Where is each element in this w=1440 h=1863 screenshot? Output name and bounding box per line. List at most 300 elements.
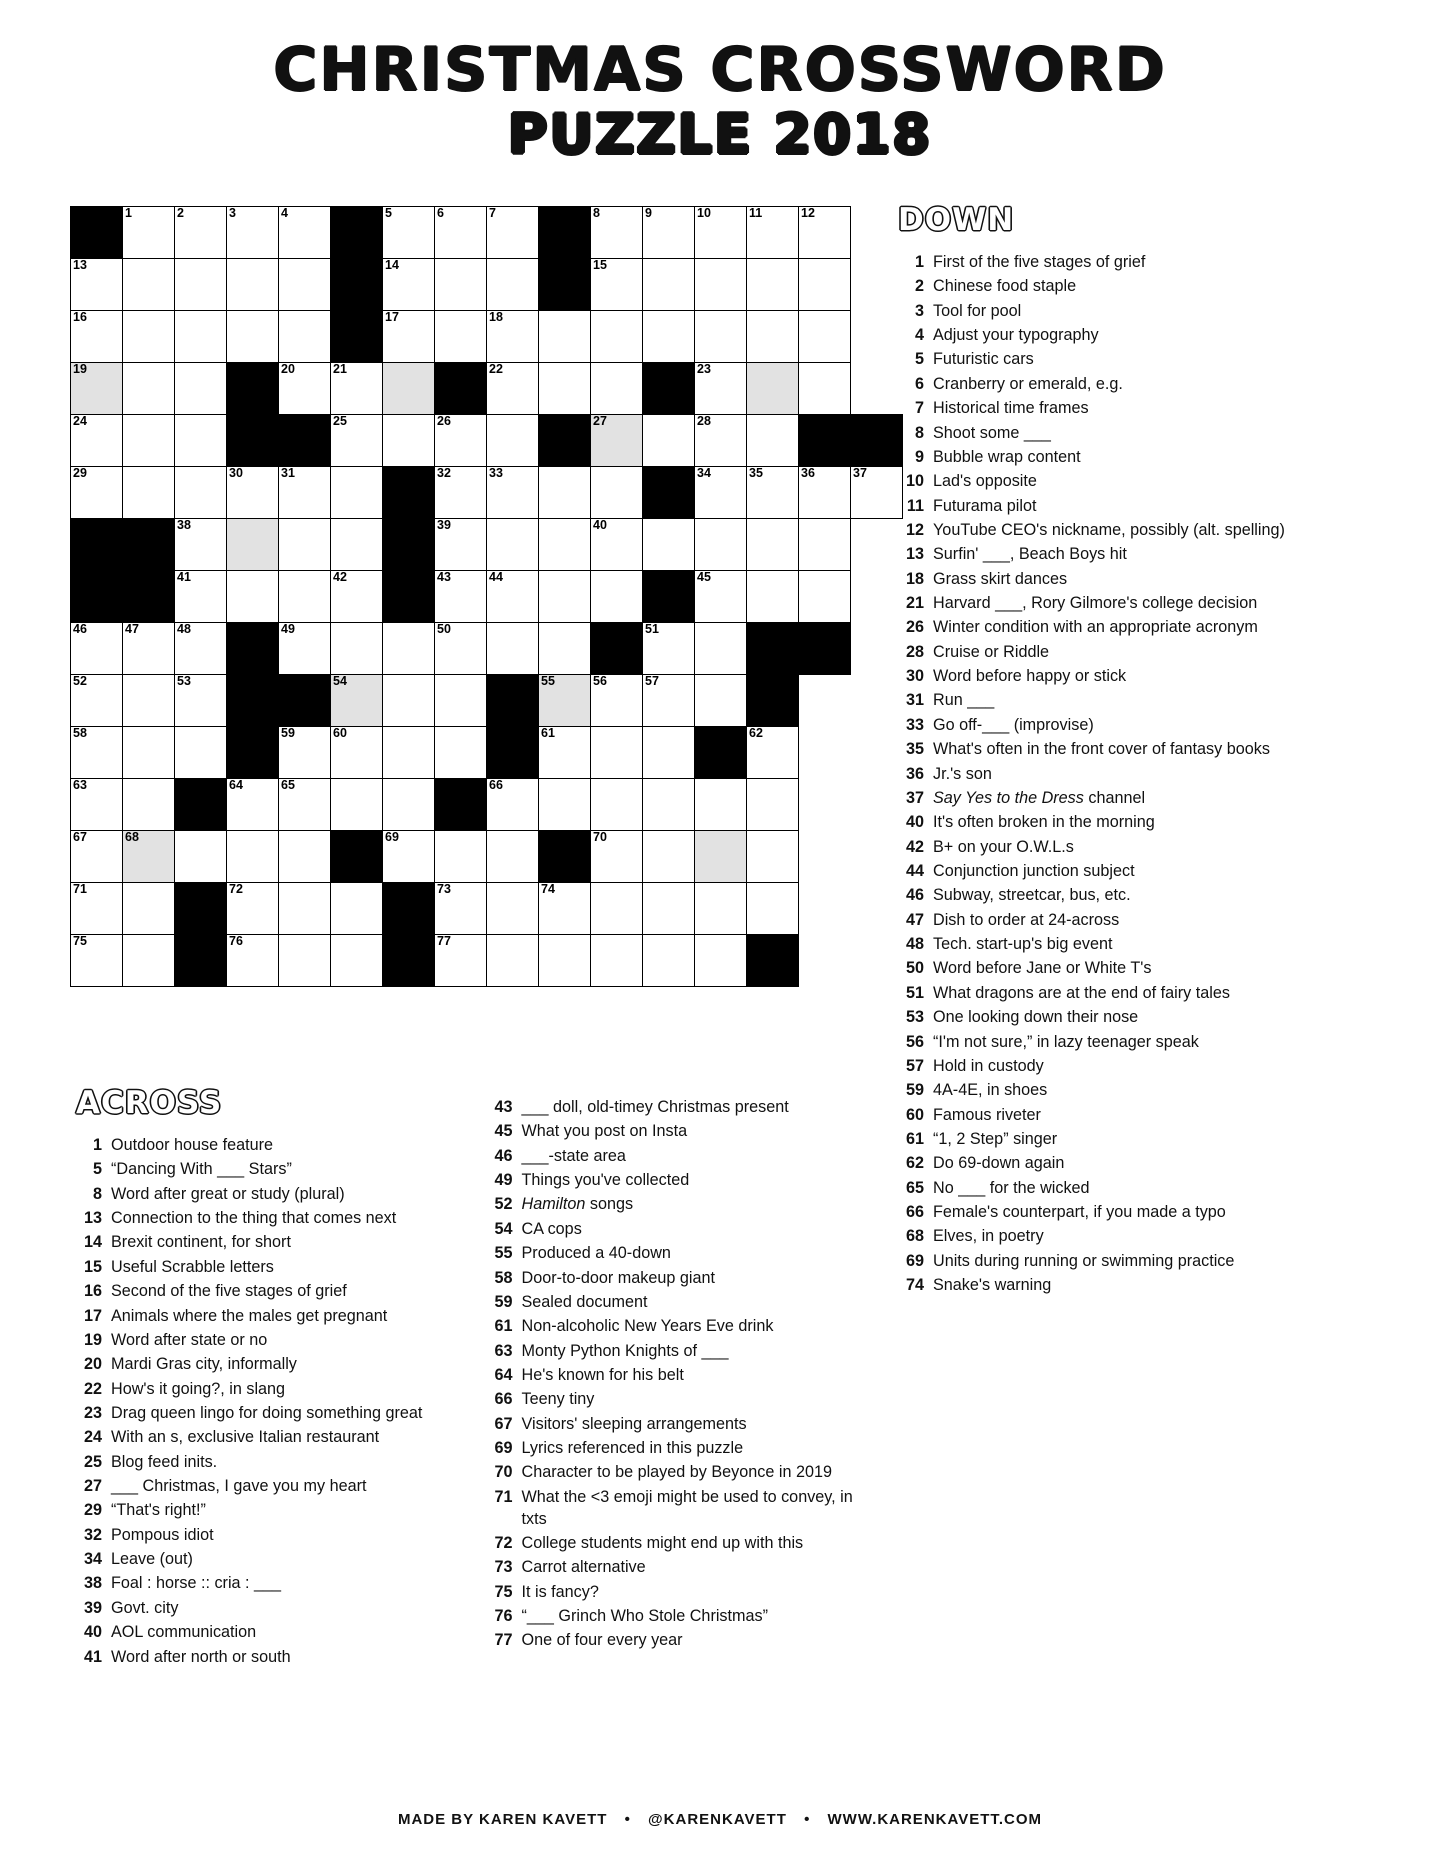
clue-item[interactable] bbox=[76, 1208, 461, 1230]
clue-item[interactable] bbox=[898, 788, 1358, 810]
grid-cell[interactable] bbox=[383, 779, 435, 831]
grid-cell[interactable] bbox=[487, 935, 539, 987]
grid-cell[interactable] bbox=[747, 467, 799, 519]
grid-cell[interactable] bbox=[123, 623, 175, 675]
grid-cell[interactable] bbox=[487, 467, 539, 519]
clue-item[interactable] bbox=[898, 934, 1358, 956]
clue-item[interactable] bbox=[76, 1379, 461, 1401]
grid-cell[interactable] bbox=[279, 311, 331, 363]
grid-cell[interactable] bbox=[435, 415, 487, 467]
grid-cell[interactable] bbox=[695, 883, 747, 935]
clue-item[interactable] bbox=[898, 398, 1358, 420]
clue-item[interactable] bbox=[76, 1622, 461, 1644]
grid-cell[interactable] bbox=[435, 207, 487, 259]
grid-cell[interactable] bbox=[747, 415, 799, 467]
grid-cell[interactable] bbox=[539, 935, 591, 987]
grid-cell[interactable] bbox=[71, 415, 123, 467]
clue-text: Surfin' ___, Beach Boys hit bbox=[933, 545, 1127, 564]
grid-cell[interactable] bbox=[175, 467, 227, 519]
grid-cell[interactable] bbox=[591, 363, 643, 415]
footer-handle: @KARENKAVETT bbox=[648, 1811, 787, 1828]
clue-number: 58 bbox=[494, 1268, 513, 1287]
clue-item[interactable] bbox=[898, 983, 1358, 1005]
grid-cell[interactable] bbox=[227, 883, 279, 935]
clue-item[interactable] bbox=[898, 1007, 1358, 1029]
grid-cell[interactable] bbox=[331, 519, 383, 571]
clue-item[interactable] bbox=[487, 1365, 877, 1387]
grid-cell[interactable] bbox=[331, 623, 383, 675]
clue-item[interactable] bbox=[898, 885, 1358, 907]
grid-cell[interactable] bbox=[123, 363, 175, 415]
grid-cell[interactable] bbox=[227, 207, 279, 259]
grid-cell[interactable] bbox=[279, 571, 331, 623]
clue-item[interactable] bbox=[487, 1414, 877, 1436]
grid-cell[interactable] bbox=[695, 831, 747, 883]
clue-item[interactable] bbox=[898, 301, 1358, 323]
grid-cell[interactable] bbox=[695, 363, 747, 415]
grid-cell[interactable] bbox=[279, 935, 331, 987]
grid-cell[interactable] bbox=[591, 311, 643, 363]
grid-cell[interactable] bbox=[695, 519, 747, 571]
grid-cell[interactable] bbox=[591, 935, 643, 987]
grid-cell[interactable] bbox=[435, 311, 487, 363]
grid-cell[interactable] bbox=[175, 727, 227, 779]
grid-cell[interactable] bbox=[383, 623, 435, 675]
grid-cell[interactable] bbox=[331, 571, 383, 623]
grid-cell[interactable] bbox=[643, 727, 695, 779]
grid-cell[interactable] bbox=[799, 207, 851, 259]
grid-cell[interactable] bbox=[123, 675, 175, 727]
grid-cell[interactable] bbox=[227, 467, 279, 519]
cell-number: 67 bbox=[73, 830, 87, 844]
clue-item[interactable] bbox=[487, 1462, 877, 1484]
grid-cell[interactable] bbox=[71, 259, 123, 311]
clue-item[interactable] bbox=[898, 764, 1358, 786]
clue-item[interactable] bbox=[898, 349, 1358, 371]
clue-item[interactable] bbox=[76, 1257, 461, 1279]
clue-number: 63 bbox=[494, 1341, 513, 1360]
grid-cell[interactable] bbox=[747, 571, 799, 623]
clue-item[interactable] bbox=[898, 1275, 1358, 1297]
grid-cell[interactable] bbox=[695, 467, 747, 519]
grid-cell[interactable] bbox=[331, 779, 383, 831]
grid-cell[interactable] bbox=[331, 935, 383, 987]
clue-number: 66 bbox=[494, 1390, 513, 1409]
grid-cell[interactable] bbox=[487, 571, 539, 623]
grid-cell-block bbox=[747, 623, 799, 675]
clue-item[interactable] bbox=[487, 1533, 877, 1555]
clue-text: How's it going?, in slang bbox=[111, 1379, 286, 1398]
grid-cell[interactable] bbox=[383, 415, 435, 467]
grid-table[interactable] bbox=[70, 206, 903, 987]
cell-number: 65 bbox=[281, 778, 295, 792]
clue-number: 9 bbox=[914, 447, 924, 466]
grid-cell[interactable] bbox=[435, 883, 487, 935]
grid-cell[interactable] bbox=[487, 259, 539, 311]
grid-cell[interactable] bbox=[435, 935, 487, 987]
cell-number: 59 bbox=[281, 726, 295, 740]
grid-cell[interactable] bbox=[643, 311, 695, 363]
clue-item[interactable] bbox=[76, 1232, 461, 1254]
clue-item[interactable] bbox=[898, 1105, 1358, 1127]
grid-cell[interactable] bbox=[279, 831, 331, 883]
clue-text: Brexit continent, for short bbox=[111, 1233, 291, 1252]
grid-cell[interactable] bbox=[279, 727, 331, 779]
clue-text: Run ___ bbox=[933, 691, 995, 710]
grid-cell[interactable] bbox=[227, 779, 279, 831]
grid-cell[interactable] bbox=[279, 519, 331, 571]
grid-cell[interactable] bbox=[643, 675, 695, 727]
clue-item[interactable] bbox=[76, 1500, 461, 1522]
grid-cell[interactable] bbox=[175, 831, 227, 883]
clue-item[interactable] bbox=[487, 1121, 877, 1143]
grid-cell[interactable] bbox=[643, 259, 695, 311]
clue-item[interactable] bbox=[76, 1354, 461, 1376]
clue-item[interactable] bbox=[487, 1557, 877, 1579]
grid-cell[interactable] bbox=[591, 571, 643, 623]
clue-item[interactable] bbox=[76, 1184, 461, 1206]
clue-item[interactable] bbox=[898, 374, 1358, 396]
grid-cell[interactable] bbox=[175, 207, 227, 259]
grid-cell[interactable] bbox=[383, 675, 435, 727]
clue-item[interactable] bbox=[898, 447, 1358, 469]
clue-item[interactable] bbox=[487, 1219, 877, 1241]
grid-cell[interactable] bbox=[279, 467, 331, 519]
clue-item[interactable] bbox=[76, 1525, 461, 1547]
grid-cell[interactable] bbox=[591, 675, 643, 727]
clue-text: Units during running or swimming practice bbox=[933, 1251, 1235, 1270]
clue-item[interactable] bbox=[898, 666, 1358, 688]
grid-cell[interactable] bbox=[175, 415, 227, 467]
grid-cell[interactable] bbox=[799, 363, 851, 415]
clue-item[interactable] bbox=[898, 276, 1358, 298]
grid-cell[interactable] bbox=[487, 415, 539, 467]
clue-item[interactable] bbox=[898, 739, 1358, 761]
grid-cell[interactable] bbox=[643, 831, 695, 883]
grid-cell[interactable] bbox=[487, 311, 539, 363]
grid-cell[interactable] bbox=[71, 467, 123, 519]
grid-cell[interactable] bbox=[123, 415, 175, 467]
clue-text: Drag queen lingo for doing something great bbox=[111, 1403, 423, 1422]
grid-cell[interactable] bbox=[747, 259, 799, 311]
grid-cell[interactable] bbox=[383, 831, 435, 883]
clue-item[interactable] bbox=[76, 1159, 461, 1181]
grid-cell[interactable] bbox=[539, 311, 591, 363]
grid-cell[interactable] bbox=[123, 935, 175, 987]
grid-cell[interactable] bbox=[643, 623, 695, 675]
clue-item[interactable] bbox=[487, 1146, 877, 1168]
grid-cell[interactable] bbox=[279, 623, 331, 675]
grid-cell[interactable] bbox=[747, 519, 799, 571]
grid-cell[interactable] bbox=[71, 883, 123, 935]
grid-cell[interactable] bbox=[695, 259, 747, 311]
clue-item[interactable] bbox=[487, 1389, 877, 1411]
clue-item[interactable] bbox=[898, 837, 1358, 859]
grid-cell[interactable] bbox=[695, 311, 747, 363]
grid-cell[interactable] bbox=[123, 467, 175, 519]
grid-cell[interactable] bbox=[175, 311, 227, 363]
clue-item[interactable] bbox=[898, 958, 1358, 980]
clue-item[interactable] bbox=[898, 1178, 1358, 1200]
grid-cell[interactable] bbox=[123, 259, 175, 311]
grid-cell[interactable] bbox=[123, 831, 175, 883]
grid-cell[interactable] bbox=[643, 883, 695, 935]
grid-cell[interactable] bbox=[851, 467, 903, 519]
grid-cell[interactable] bbox=[279, 259, 331, 311]
grid-cell[interactable] bbox=[695, 779, 747, 831]
clue-item[interactable] bbox=[898, 1032, 1358, 1054]
clue-number: 19 bbox=[83, 1330, 102, 1349]
grid-cell[interactable] bbox=[279, 779, 331, 831]
clue-item[interactable] bbox=[898, 1056, 1358, 1078]
clue-item[interactable] bbox=[898, 1226, 1358, 1248]
grid-cell[interactable] bbox=[591, 415, 643, 467]
grid-cell[interactable] bbox=[175, 363, 227, 415]
grid-cell[interactable] bbox=[539, 571, 591, 623]
clue-text: Word after great or study (plural) bbox=[111, 1184, 345, 1203]
clue-item[interactable] bbox=[76, 1135, 461, 1157]
grid-cell[interactable] bbox=[539, 675, 591, 727]
grid-cell[interactable] bbox=[695, 935, 747, 987]
grid-cell[interactable] bbox=[539, 519, 591, 571]
grid-cell[interactable] bbox=[331, 883, 383, 935]
clue-item[interactable] bbox=[898, 642, 1358, 664]
grid-cell[interactable] bbox=[331, 727, 383, 779]
grid-cell[interactable] bbox=[71, 779, 123, 831]
grid-cell[interactable] bbox=[747, 311, 799, 363]
clue-item[interactable] bbox=[898, 1129, 1358, 1151]
grid-cell[interactable] bbox=[227, 571, 279, 623]
grid-cell[interactable] bbox=[435, 259, 487, 311]
clue-item[interactable] bbox=[898, 496, 1358, 518]
clue-number: 61 bbox=[905, 1129, 924, 1148]
grid-cell[interactable] bbox=[123, 779, 175, 831]
grid-cell[interactable] bbox=[591, 883, 643, 935]
grid-cell[interactable] bbox=[71, 675, 123, 727]
cell-number: 41 bbox=[177, 570, 191, 584]
clue-item[interactable] bbox=[898, 715, 1358, 737]
grid-cell[interactable] bbox=[227, 259, 279, 311]
clue-item[interactable] bbox=[487, 1268, 877, 1290]
grid-cell[interactable] bbox=[591, 519, 643, 571]
grid-cell[interactable] bbox=[487, 779, 539, 831]
clue-item[interactable] bbox=[487, 1582, 877, 1604]
grid-cell[interactable] bbox=[383, 259, 435, 311]
clue-number: 24 bbox=[83, 1428, 102, 1447]
clue-item[interactable] bbox=[487, 1487, 877, 1531]
grid-cell[interactable] bbox=[435, 675, 487, 727]
clue-item[interactable] bbox=[76, 1647, 461, 1669]
clue-number: 50 bbox=[905, 959, 924, 978]
clue-item[interactable] bbox=[76, 1476, 461, 1498]
grid-cell[interactable] bbox=[747, 363, 799, 415]
grid-cell[interactable] bbox=[799, 259, 851, 311]
grid-cell[interactable] bbox=[747, 207, 799, 259]
clue-item[interactable] bbox=[76, 1452, 461, 1474]
grid-cell[interactable] bbox=[71, 363, 123, 415]
grid-cell[interactable] bbox=[695, 623, 747, 675]
grid-cell[interactable] bbox=[591, 779, 643, 831]
grid-cell[interactable] bbox=[591, 831, 643, 883]
grid-cell[interactable] bbox=[71, 935, 123, 987]
grid-cell[interactable] bbox=[539, 883, 591, 935]
clue-item[interactable] bbox=[898, 1251, 1358, 1273]
clue-item[interactable] bbox=[487, 1243, 877, 1265]
clue-number: 2 bbox=[914, 277, 924, 296]
grid-cell[interactable] bbox=[383, 363, 435, 415]
clue-item[interactable] bbox=[898, 569, 1358, 591]
clue-item[interactable] bbox=[76, 1403, 461, 1425]
grid-cell[interactable] bbox=[747, 883, 799, 935]
clue-item[interactable] bbox=[487, 1194, 877, 1216]
grid-cell[interactable] bbox=[539, 623, 591, 675]
grid-cell[interactable] bbox=[799, 311, 851, 363]
grid-cell[interactable] bbox=[435, 571, 487, 623]
grid-cell[interactable] bbox=[123, 883, 175, 935]
grid-cell[interactable] bbox=[175, 259, 227, 311]
clue-item[interactable] bbox=[487, 1606, 877, 1628]
grid-cell[interactable] bbox=[227, 935, 279, 987]
cell-number: 17 bbox=[385, 310, 399, 324]
clue-number: 32 bbox=[83, 1525, 102, 1544]
clue-item[interactable] bbox=[898, 471, 1358, 493]
clue-text: Chinese food staple bbox=[933, 277, 1077, 296]
grid-cell[interactable] bbox=[539, 467, 591, 519]
clue-item[interactable] bbox=[76, 1427, 461, 1449]
grid-cell[interactable] bbox=[331, 415, 383, 467]
grid-cell[interactable] bbox=[695, 571, 747, 623]
grid-cell[interactable] bbox=[539, 779, 591, 831]
grid-cell[interactable] bbox=[799, 571, 851, 623]
clue-item[interactable] bbox=[76, 1549, 461, 1571]
grid-cell[interactable] bbox=[591, 467, 643, 519]
grid-cell[interactable] bbox=[175, 623, 227, 675]
clue-item[interactable] bbox=[487, 1316, 877, 1338]
grid-cell[interactable] bbox=[643, 519, 695, 571]
clue-text: Non-alcoholic New Years Eve drink bbox=[521, 1317, 774, 1336]
clue-item[interactable] bbox=[76, 1573, 461, 1595]
grid-cell[interactable] bbox=[799, 519, 851, 571]
grid-cell[interactable] bbox=[331, 467, 383, 519]
grid-cell[interactable] bbox=[331, 363, 383, 415]
grid-cell[interactable] bbox=[695, 675, 747, 727]
clue-item[interactable] bbox=[898, 812, 1358, 834]
clue-item[interactable] bbox=[898, 325, 1358, 347]
clue-item[interactable] bbox=[898, 544, 1358, 566]
cell-number: 50 bbox=[437, 622, 451, 636]
grid-cell[interactable] bbox=[71, 727, 123, 779]
grid-cell[interactable] bbox=[227, 831, 279, 883]
grid-cell[interactable] bbox=[175, 519, 227, 571]
clue-item[interactable] bbox=[898, 593, 1358, 615]
grid-cell[interactable] bbox=[487, 519, 539, 571]
grid-cell[interactable] bbox=[123, 727, 175, 779]
grid-cell[interactable] bbox=[175, 571, 227, 623]
clue-number: 15 bbox=[83, 1257, 102, 1276]
grid-cell[interactable] bbox=[799, 467, 851, 519]
grid-cell[interactable] bbox=[695, 207, 747, 259]
clue-item[interactable] bbox=[487, 1097, 877, 1119]
grid-cell[interactable] bbox=[435, 623, 487, 675]
crossword-grid[interactable] bbox=[70, 206, 903, 987]
grid-cell[interactable] bbox=[487, 883, 539, 935]
grid-cell[interactable] bbox=[227, 311, 279, 363]
clue-text: No ___ for the wicked bbox=[933, 1178, 1090, 1197]
clue-item[interactable] bbox=[76, 1306, 461, 1328]
grid-cell[interactable] bbox=[747, 831, 799, 883]
clue-item[interactable] bbox=[898, 861, 1358, 883]
grid-cell[interactable] bbox=[279, 883, 331, 935]
grid-cell[interactable] bbox=[487, 363, 539, 415]
grid-cell[interactable] bbox=[383, 311, 435, 363]
clue-item[interactable] bbox=[487, 1292, 877, 1314]
clue-number: 16 bbox=[83, 1282, 102, 1301]
grid-cell[interactable] bbox=[747, 779, 799, 831]
grid-cell[interactable] bbox=[435, 831, 487, 883]
grid-cell[interactable] bbox=[71, 311, 123, 363]
grid-cell[interactable] bbox=[331, 675, 383, 727]
clue-item[interactable] bbox=[898, 423, 1358, 445]
clue-item[interactable] bbox=[898, 1202, 1358, 1224]
grid-cell[interactable] bbox=[487, 207, 539, 259]
clue-item[interactable] bbox=[898, 910, 1358, 932]
grid-cell[interactable] bbox=[279, 363, 331, 415]
grid-cell[interactable] bbox=[747, 727, 799, 779]
clue-item[interactable] bbox=[487, 1170, 877, 1192]
grid-cell[interactable] bbox=[71, 623, 123, 675]
grid-cell[interactable] bbox=[643, 415, 695, 467]
clue-item[interactable] bbox=[76, 1598, 461, 1620]
grid-cell-block bbox=[539, 415, 591, 467]
grid-cell[interactable] bbox=[71, 831, 123, 883]
grid-cell[interactable] bbox=[539, 363, 591, 415]
clue-item[interactable] bbox=[76, 1281, 461, 1303]
clue-item[interactable] bbox=[898, 617, 1358, 639]
clue-number: 77 bbox=[494, 1631, 513, 1650]
grid-cell[interactable] bbox=[435, 727, 487, 779]
grid-cell[interactable] bbox=[643, 935, 695, 987]
grid-cell[interactable] bbox=[123, 207, 175, 259]
clue-item[interactable] bbox=[898, 520, 1358, 542]
clue-item[interactable] bbox=[76, 1330, 461, 1352]
clue-item[interactable] bbox=[487, 1438, 877, 1460]
grid-cell[interactable] bbox=[487, 623, 539, 675]
clue-item[interactable] bbox=[487, 1630, 877, 1652]
clue-item[interactable] bbox=[487, 1341, 877, 1363]
grid-cell[interactable] bbox=[123, 311, 175, 363]
grid-cell[interactable] bbox=[591, 727, 643, 779]
grid-cell[interactable] bbox=[279, 207, 331, 259]
grid-cell[interactable] bbox=[175, 675, 227, 727]
grid-cell[interactable] bbox=[591, 207, 643, 259]
grid-cell[interactable] bbox=[435, 519, 487, 571]
clue-text: Dish to order at 24-across bbox=[933, 910, 1120, 929]
grid-cell[interactable] bbox=[695, 415, 747, 467]
grid-cell[interactable] bbox=[591, 259, 643, 311]
grid-cell[interactable] bbox=[383, 727, 435, 779]
grid-cell[interactable] bbox=[539, 727, 591, 779]
grid-cell[interactable] bbox=[643, 779, 695, 831]
grid-cell[interactable] bbox=[227, 519, 279, 571]
grid-cell[interactable] bbox=[435, 467, 487, 519]
clue-item[interactable] bbox=[898, 690, 1358, 712]
grid-cell[interactable] bbox=[383, 207, 435, 259]
clue-item[interactable] bbox=[898, 1153, 1358, 1175]
clue-item[interactable] bbox=[898, 252, 1358, 274]
grid-cell[interactable] bbox=[643, 207, 695, 259]
clue-item[interactable] bbox=[898, 1080, 1358, 1102]
grid-cell[interactable] bbox=[487, 831, 539, 883]
